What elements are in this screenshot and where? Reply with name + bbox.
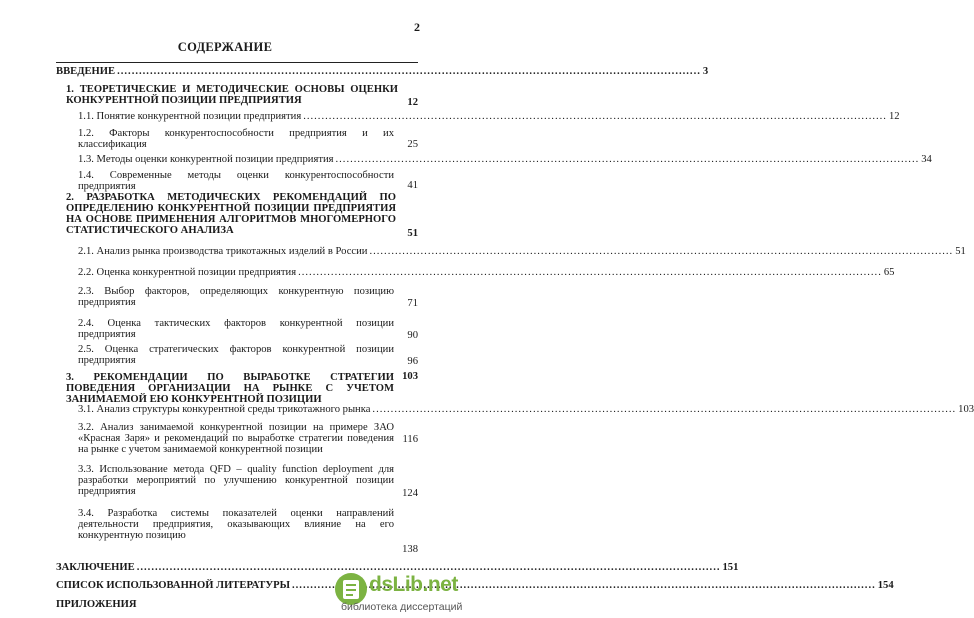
toc-chapter-2-page: 51 <box>407 228 418 239</box>
toc-section-3-2[interactable]: 3.2. Анализ занимаемой конкурентной позиции на примере ЗАО «Красная Заря» и рекомендаций по выработке стратегии поведения на рынке с учетом занимаемой конкурентной позиции <box>78 422 394 455</box>
top-rule <box>56 62 418 63</box>
toc-chapter-1[interactable]: 1. ТЕОРЕТИЧЕСКИЕ И МЕТОДИЧЕСКИЕ ОСНОВЫ ОЦЕНКИ КОНКУРЕНТНОЙ ПОЗИЦИИ ПРЕДПРИЯТИЯ <box>66 84 398 106</box>
watermark-subtitle: библиотека диссертаций <box>341 601 463 613</box>
toc-chapter-1-page: 12 <box>407 97 418 108</box>
toc-section-3-3-page: 124 <box>402 488 418 499</box>
toc-section-2-5[interactable]: 2.5. Оценка стратегических факторов конкурентной позиции предприятия <box>78 344 394 366</box>
toc-section-2-4-page: 90 <box>407 330 418 341</box>
toc-section-2-5-page: 96 <box>407 356 418 367</box>
page-title: СОДЕРЖАНИЕ <box>177 40 273 54</box>
toc-appendix[interactable]: ПРИЛОЖЕНИЯ <box>56 599 137 610</box>
toc-section-2-3[interactable]: 2.3. Выбор факторов, определяющих конкурентную позицию предприятия <box>78 286 394 308</box>
toc-section-2-4[interactable]: 2.4. Оценка тактических факторов конкурентной позиции предприятия <box>78 318 394 340</box>
toc-chapter-3[interactable]: 3. РЕКОМЕНДАЦИИ ПО ВЫРАБОТКЕ СТРАТЕГИИ ПОВЕДЕНИЯ ОРГАНИЗАЦИИ НА РЫНКЕ С УЧЕТОМ ЗАНИМАЕМОЙ ЕЮ КОНКУРЕНТНОЙ ПОЗИЦИИ <box>66 372 394 405</box>
page-number: 2 <box>414 20 420 34</box>
toc-section-1-2[interactable]: 1.2. Факторы конкурентоспособности предприятия и их классификация <box>78 128 394 150</box>
toc-section-3-2-page: 116 <box>402 434 418 445</box>
toc-section-1-2-page: 25 <box>407 139 418 150</box>
toc-chapter-2[interactable]: 2. РАЗРАБОТКА МЕТОДИЧЕСКИХ РЕКОМЕНДАЦИЙ ПО ОПРЕДЕЛЕНИЮ КОНКУРЕНТНОЙ ПОЗИЦИИ ПРЕДПРИЯТИЯ НА ОСНОВЕ ПРИМЕНЕНИЯ АЛГОРИТМОВ МНОГОМЕРНОГО СТАТИСТИЧЕСКОГО АНАЛИЗА <box>66 192 396 236</box>
toc-intro[interactable]: ВВЕДЕНИЕ ..... 3 <box>56 66 418 77</box>
toc-section-3-1[interactable]: 3.1. Анализ структуры конкурентной среды трикотажного рынка ..... 103 <box>56 404 418 415</box>
toc-section-3-4-page: 138 <box>402 544 418 555</box>
toc-references[interactable]: СПИСОК ИСПОЛЬЗОВАННОЙ ЛИТЕРАТУРЫ ..... 154 <box>56 580 418 591</box>
toc-section-1-3[interactable]: 1.3. Методы оценки конкурентной позиции предприятия ..... 34 <box>56 154 418 165</box>
toc-section-2-2[interactable]: 2.2. Оценка конкурентной позиции предприятия ..... 65 <box>56 267 418 278</box>
toc-chapter-3-page: 103 <box>402 371 418 382</box>
toc-section-1-4[interactable]: 1.4. Современные методы оценки конкурентоспособности предприятия <box>78 170 394 192</box>
toc-conclusion[interactable]: ЗАКЛЮЧЕНИЕ ..... 151 <box>56 562 418 573</box>
dslib-watermark <box>333 571 463 617</box>
toc-section-3-4[interactable]: 3.4. Разработка системы показателей оценки направлений деятельности предприятия, оказывающих влияние на его конкурентную позицию <box>78 508 394 541</box>
toc-section-2-3-page: 71 <box>407 298 418 309</box>
toc-section-2-1[interactable]: 2.1. Анализ рынка производства трикотажных изделий в России ..... 51 <box>56 246 418 257</box>
toc-section-3-3[interactable]: 3.3. Использование метода QFD – quality function deployment для разработки мероприятий по улучшению конкурентной позиции предприятия <box>78 464 394 497</box>
toc-section-1-4-page: 41 <box>407 180 418 191</box>
watermark-logo-text: dsLib.net <box>369 573 458 596</box>
toc-section-1-1[interactable]: 1.1. Понятие конкурентной позиции предприятия ..... 12 <box>56 111 418 122</box>
